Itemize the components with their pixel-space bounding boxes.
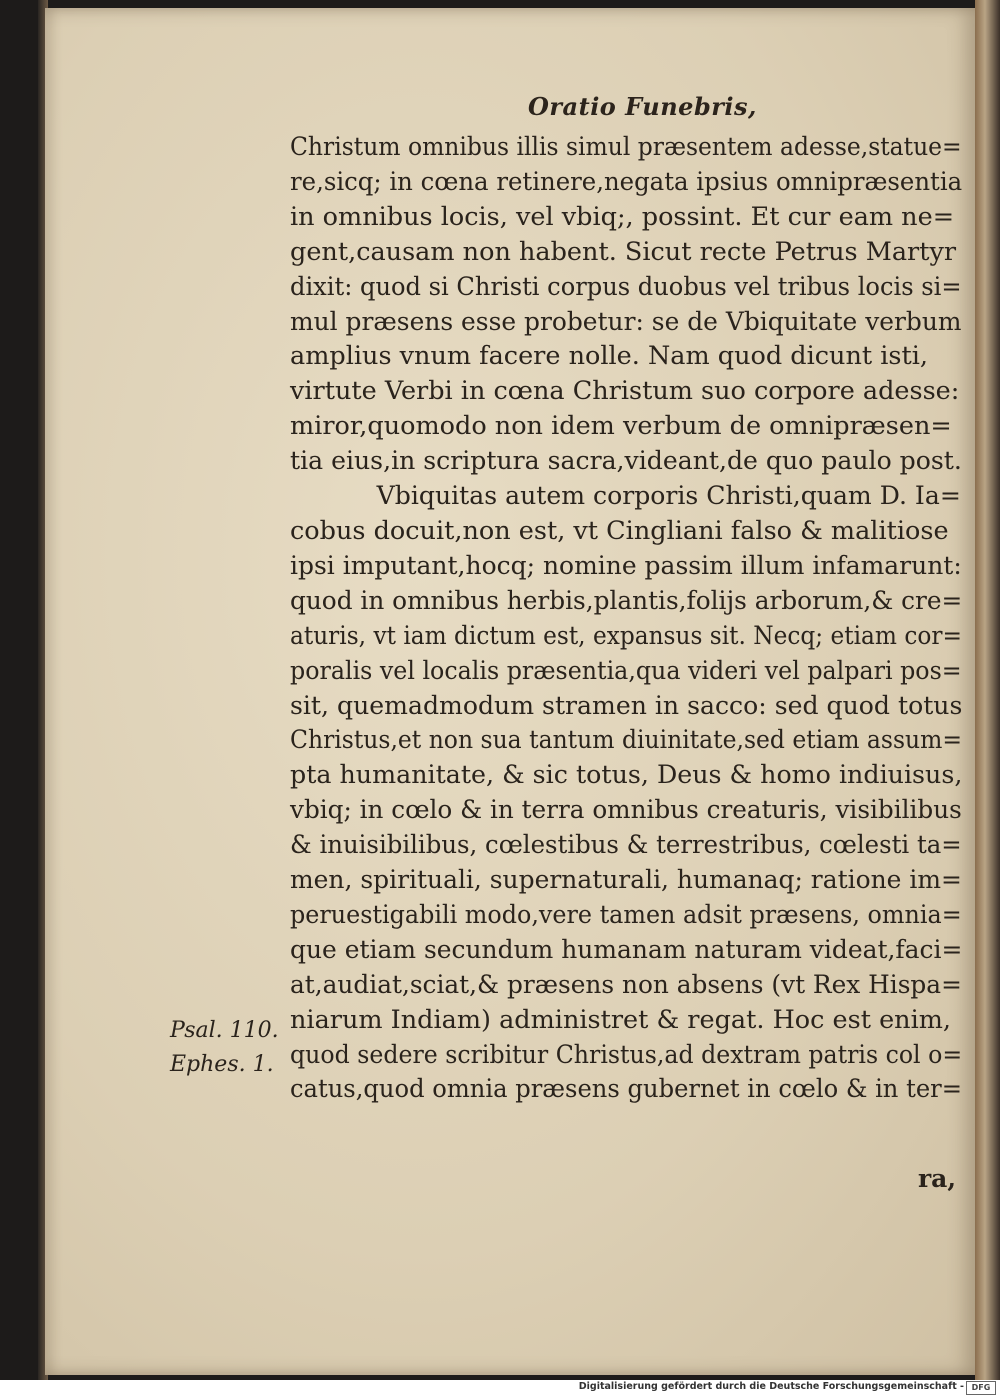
- catchword: ra,: [918, 1164, 957, 1193]
- text-line: Christus,et non sua tantum diuinitate,sed etiam assum=: [290, 725, 963, 756]
- marginal-note: Psal. 110.: [170, 1018, 279, 1043]
- text-line: in omnibus locis, vel vbiq;, possint. Et cur eam ne=: [290, 201, 955, 232]
- text-line: ipsi imputant,hocq; nomine passim illum infamarunt:: [290, 550, 962, 581]
- text-line: men, spirituali, supernaturali, humanaq; ratione im=: [290, 865, 962, 896]
- text-line: niarum Indiam) administret & regat. Hoc est enim,: [290, 1004, 952, 1035]
- text-line: dixit: quod si Christi corpus duobus vel tribus locis si=: [290, 271, 962, 302]
- running-head: Oratio Funebris,: [528, 92, 757, 121]
- text-line: catus,quod omnia præsens gubernet in cœlo & in ter=: [290, 1074, 963, 1105]
- text-line: cobus docuit,non est, vt Cingliani falso & malitiose: [290, 515, 949, 546]
- text-line: quod sedere scribitur Christus,ad dextram patris col o=: [290, 1039, 963, 1070]
- footer-credit: Digitalisierung gefördert durch die Deutsche Forschungsgemeinschaft -: [578, 1381, 964, 1392]
- text-line: Christum omnibus illis simul præsentem adesse,statue=: [290, 132, 962, 162]
- text-line: que etiam secundum humanam naturam videat,faci=: [290, 934, 963, 965]
- text-line: mul præsens esse probetur: se de Vbiquitate verbum: [290, 306, 962, 337]
- text-line: vbiq; in cœlo & in terra omnibus creaturis, visibilibus: [290, 795, 962, 826]
- text-line: gent,causam non habent. Sicut recte Petrus Martyr: [290, 236, 957, 267]
- text-line: aturis, vt iam dictum est, expansus sit. Necq; etiam cor=: [290, 620, 962, 651]
- text-line: at,audiat,sciat,& præsens non absens (vt Rex Hispa=: [290, 969, 962, 1000]
- text-line: & inuisibilibus, cœlestibus & terrestribus, cœlesti ta=: [290, 830, 962, 861]
- text-line: Vbiquitas autem corporis Christi,quam D. Ia=: [376, 481, 961, 512]
- text-line: re,sicq; in cœna retinere,negata ipsius omnipræsentia: [290, 166, 963, 197]
- dfg-logo: DFG: [966, 1381, 996, 1395]
- text-line: quod in omnibus herbis,plantis,folijs arborum,& cre=: [290, 585, 963, 616]
- text-line: tia eius,in scriptura sacra,videant,de quo paulo post.: [290, 446, 962, 477]
- text-line: poralis vel localis præsentia,qua videri vel palpari pos=: [290, 655, 962, 686]
- page-edge: [975, 0, 1000, 1380]
- text-line: pta humanitate, & sic totus, Deus & homo indiuisus,: [290, 760, 963, 791]
- text-line: amplius vnum facere nolle. Nam quod dicunt isti,: [290, 341, 928, 372]
- marginal-note: Ephes. 1.: [170, 1052, 274, 1077]
- body-text: [290, 130, 962, 1107]
- text-line: peruestigabili modo,vere tamen adsit præsens, omnia=: [290, 899, 962, 930]
- text-line: virtute Verbi in cœna Christum suo corpore adesse:: [290, 376, 960, 407]
- text-line: sit, quemadmodum stramen in sacco: sed quod totus: [290, 690, 963, 721]
- text-line: miror,quomodo non idem verbum de omnipræsen=: [290, 411, 952, 442]
